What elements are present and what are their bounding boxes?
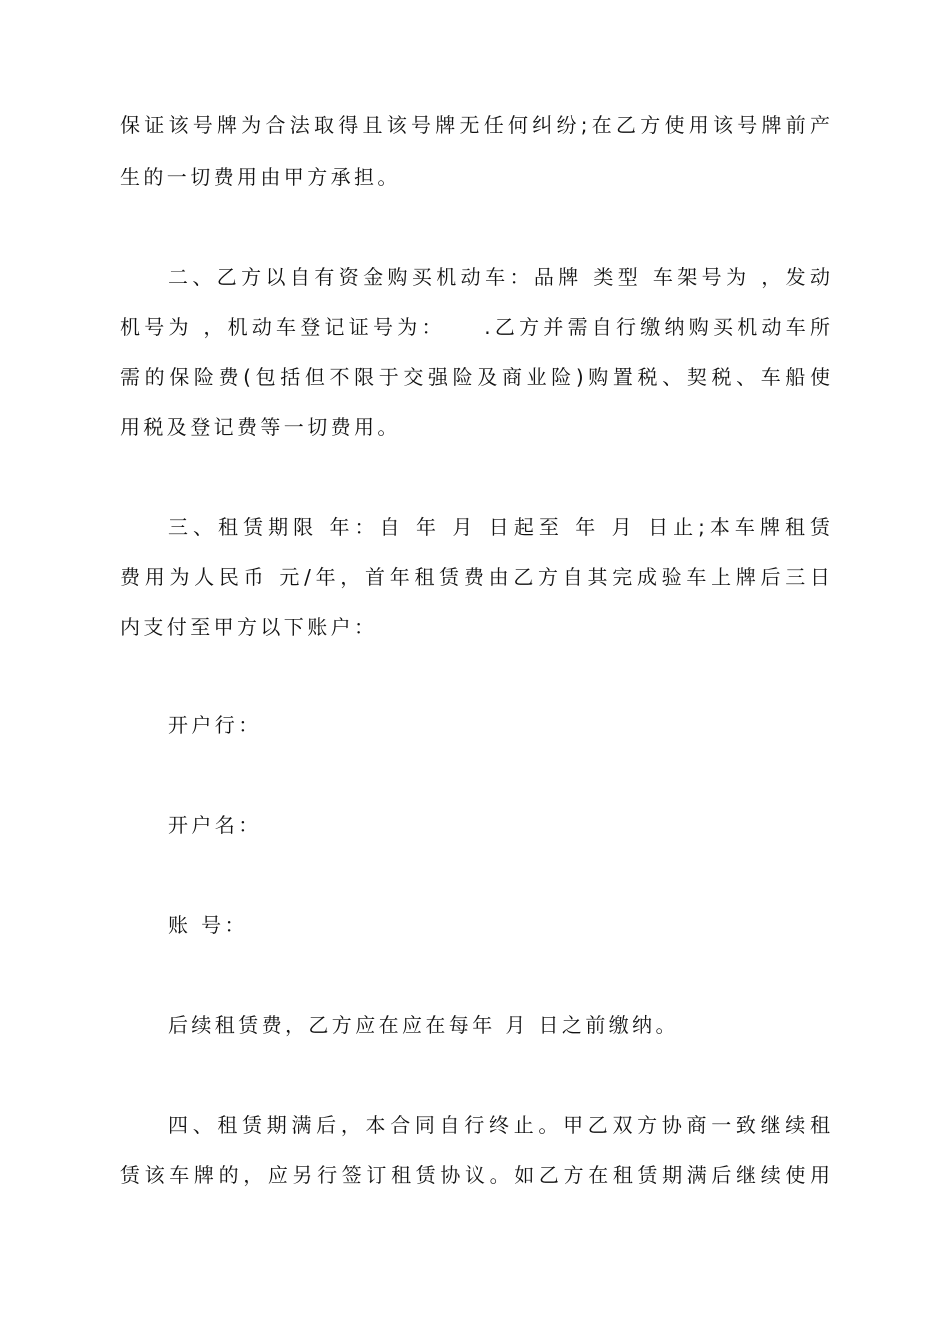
text-line: 保证该号牌为合法取得且该号牌无任何纠纷;在乙方使用该号牌前产 xyxy=(120,113,830,137)
text-line: 内支付至甲方以下账户： xyxy=(120,615,378,639)
account-number-label: 账 号： xyxy=(168,913,248,937)
text-line: 费用为人民币 元/年，首年租赁费由乙方自其完成验车上牌后三日 xyxy=(120,565,830,589)
paragraph-4-line: 四、租赁期满后，本合同自行终止。甲乙双方协商一致继续租 xyxy=(168,1113,830,1137)
paragraph-3-line: 三、租赁期限 年：自 年 月 日起至 年 月 日止;本车牌租赁 xyxy=(168,515,830,539)
account-name-label: 开户名： xyxy=(168,813,262,837)
text-line: 生的一切费用由甲方承担。 xyxy=(120,165,401,189)
bank-name-label: 开户行： xyxy=(168,713,262,737)
subsequent-fee-line: 后续租赁费，乙方应在应在每年 月 日之前缴纳。 xyxy=(168,1013,679,1037)
text-line: 需的保险费(包括但不限于交强险及商业险)购置税、契税、车船使 xyxy=(120,365,830,389)
text-line: 用税及登记费等一切费用。 xyxy=(120,415,401,439)
text-line: 赁该车牌的，应另行签订租赁协议。如乙方在租赁期满后继续使用 xyxy=(120,1163,830,1187)
text-line: 机号为 ，机动车登记证号为： .乙方并需自行缴纳购买机动车所 xyxy=(120,315,830,339)
paragraph-2-line: 二、乙方以自有资金购买机动车：品牌 类型 车架号为 ，发动 xyxy=(168,265,830,289)
